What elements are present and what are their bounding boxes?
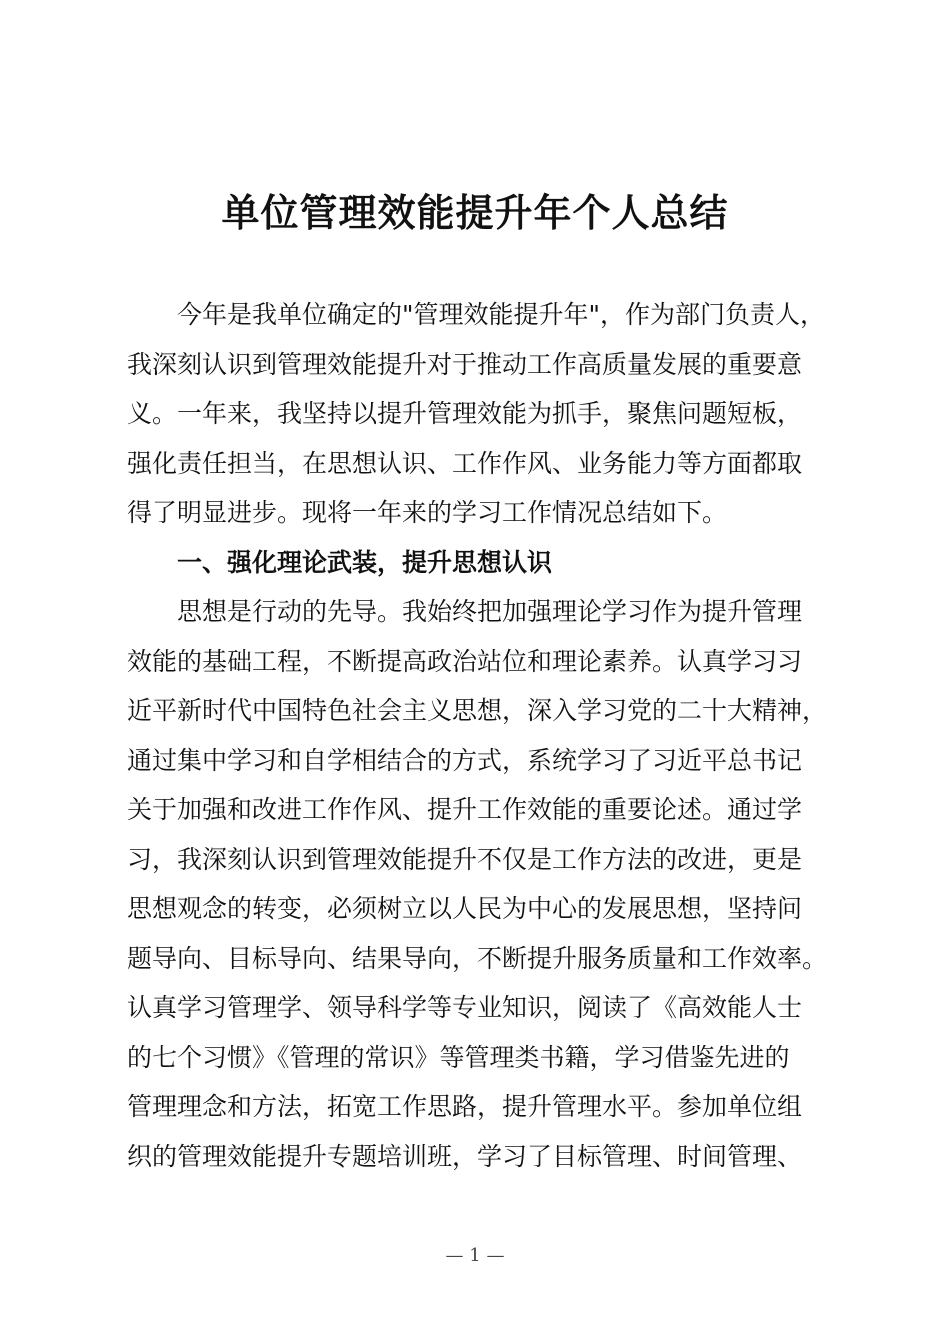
paragraph-line: 通过集中学习和自学相结合的方式，系统学习了习近平总书记 (127, 745, 803, 775)
paragraph-line: 思想是行动的先导。我始终把加强理论学习作为提升管理 (177, 597, 803, 626)
page-number: — 1 — (445, 1245, 505, 1266)
paragraph-line: 强化责任担当，在思想认识、工作作风、业务能力等方面都取 (127, 448, 803, 478)
paragraph-line: 关于加强和改进工作作风、提升工作效能的重要论述。通过学 (127, 795, 803, 824)
document-title: 单位管理效能提升年个人总结 (221, 190, 729, 235)
paragraph-line: 习，我深刻认识到管理效能提升不仅是工作方法的改进，更是 (127, 844, 803, 874)
paragraph-line: 思想观念的转变，必须树立以人民为中心的发展思想，坚持问 (127, 894, 803, 923)
paragraph-line: 的七个习惯》《管理的常识》等管理类书籍，学习借鉴先进的 (127, 1042, 790, 1072)
paragraph-line: 效能的基础工程，不断提高政治站位和理论素养。认真学习习 (127, 646, 803, 676)
paragraph-line: 近平新时代中国特色社会主义思想，深入学习党的二十大精神， (127, 696, 828, 725)
paragraph-line: 认真学习管理学、领导科学等专业知识，阅读了《高效能人士 (127, 993, 803, 1022)
paragraph-line: 我深刻认识到管理效能提升对于推动工作高质量发展的重要意 (127, 349, 803, 379)
paragraph-line: 义。一年来，我坚持以提升管理效能为抓手，聚焦问题短板， (127, 399, 803, 428)
paragraph-line: 织的管理效能提升专题培训班，学习了目标管理、时间管理、 (127, 1141, 803, 1171)
paragraph-line: 得了明显进步。现将一年来的学习工作情况总结如下。 (127, 498, 728, 527)
paragraph-line: 题导向、目标导向、结果导向，不断提升服务质量和工作效率。 (127, 943, 828, 973)
section-heading: 一、强化理论武装，提升思想认识 (177, 547, 553, 577)
document-body (127, 290, 853, 1181)
paragraph-line: 今年是我单位确定的"管理效能提升年"，作为部门负责人， (177, 300, 826, 329)
paragraph-line: 管理理念和方法，拓宽工作思路，提升管理水平。参加单位组 (127, 1092, 803, 1121)
